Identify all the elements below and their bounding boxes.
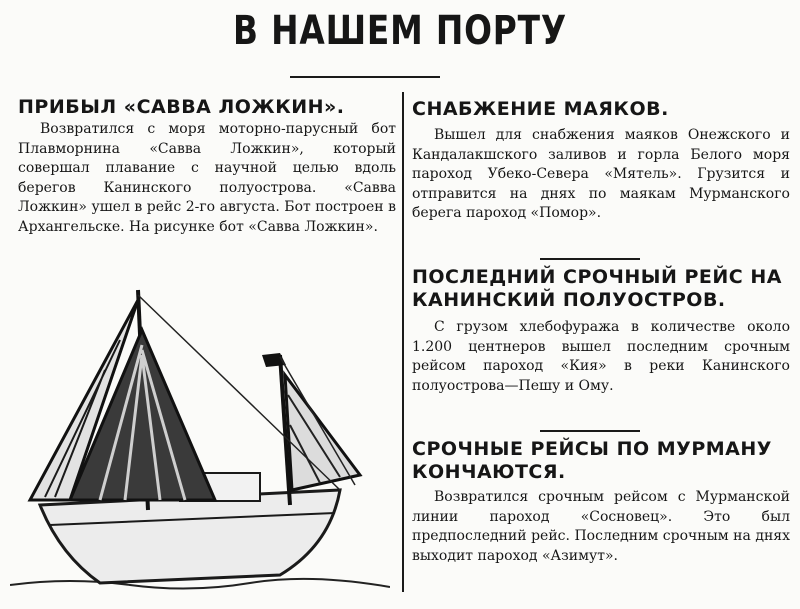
column-divider (402, 92, 404, 592)
article-separator (540, 430, 640, 432)
article-srochnye-reysy-body: Возвратился срочным рейсом с Мурманской линии пароход «Сосновец». Это был предпоследний рейс. Последним срочным на днях выходит пароход «Азимут». (412, 489, 790, 564)
article-separator (540, 258, 640, 260)
headline-savva-lozhkin: ПРИБЫЛ «САВВА ЛОЖКИН». (18, 96, 345, 118)
headline-posledniy-reys: ПОСЛЕДНИЙ СРОЧНЫЙ РЕЙС НА КАНИНСКИЙ ПОЛУОСТРОВ. (412, 266, 782, 311)
section-title: В НАШЕМ ПОРТУ (233, 8, 567, 54)
sailboat-illustration (10, 285, 390, 605)
title-underline (290, 76, 440, 78)
article-savva-lozhkin-body: Возвратился с моря моторно-парусный бот Плавморнина «Савва Ложкин», который совершал плавание с научной целью вдоль берегов Канинского полуострова. «Савва Ложкин» ушел в рейс 2-го августа. Бот построен в Архангельске. На рисунке бот «Савва Ложкин». (18, 121, 396, 235)
headline-srochnye-reysy: СРОЧНЫЕ РЕЙСЫ ПО МУРМАНУ КОНЧАЮТСЯ. (412, 438, 772, 483)
article-posledniy-reys-body: С грузом хлебофуража в количестве около 1.200 центнеров вышел последним срочным рейсом пароход «Кия» в реки Канинского полуострова—Пешу и Ому. (412, 319, 790, 394)
article-snabzhenie-mayakov-body: Вышел для снабжения маяков Онежского и Кандалакшского заливов и горла Белого моря пароход Убеко-Севера «Мятель». Грузится и отправится на днях по маякам Мурманского берега пароход «Помор». (412, 127, 790, 221)
headline-snabzhenie-mayakov: СНАБЖЕНИЕ МАЯКОВ. (412, 98, 669, 120)
